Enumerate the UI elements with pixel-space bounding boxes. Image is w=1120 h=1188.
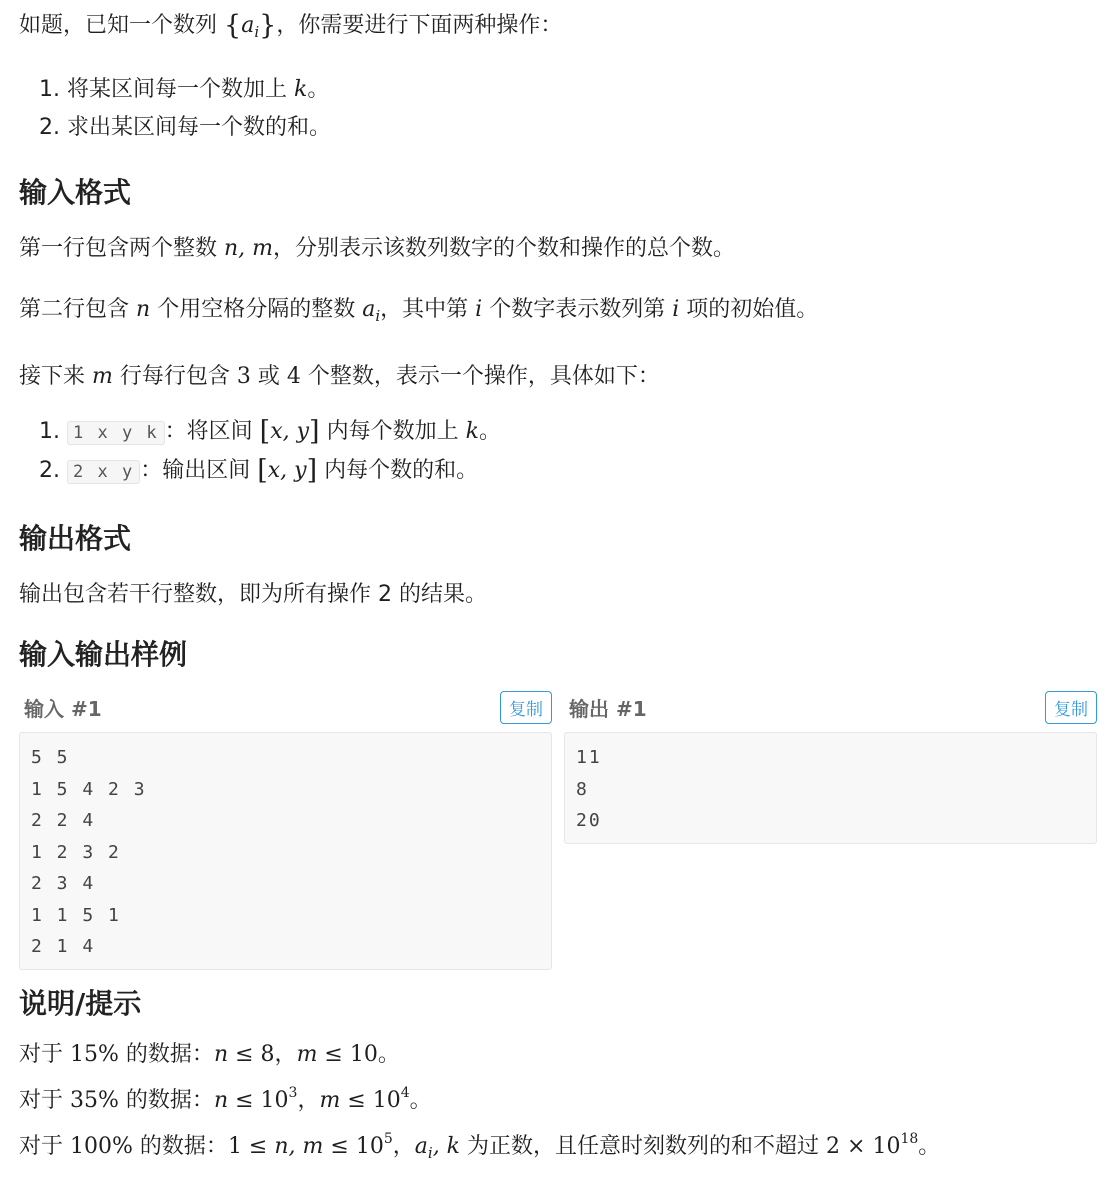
sample-output	[564, 689, 1097, 970]
math-constraint: m ≤ 10	[296, 1041, 378, 1067]
operation-item-1	[39, 71, 1101, 109]
text: 接下来	[19, 364, 86, 389]
math-constraint: $n \le 10^3$	[213, 1084, 298, 1113]
math-vars-nm: n, m	[224, 236, 274, 261]
copy-output-button[interactable]: 复制	[1045, 691, 1097, 724]
text: 个用空格分隔的整数	[157, 297, 356, 322]
text: 对于	[19, 1041, 64, 1067]
math-percent: 15%	[70, 1041, 119, 1067]
math-brace-open: {	[224, 10, 242, 41]
math-constraint: n ≤ 8	[213, 1041, 275, 1067]
text: 的数据：	[125, 1041, 214, 1067]
intro-suffix: ，你需要进行下面两种操作：	[276, 13, 563, 38]
input-line-2	[19, 292, 1101, 334]
punct: 。	[478, 419, 501, 444]
math-num: 4	[286, 364, 301, 389]
math-var-m: m	[92, 364, 113, 389]
text: 为正数，且任意时刻数列的和不超过	[467, 1133, 820, 1159]
sample-header	[19, 689, 552, 725]
text: ：将区间	[164, 419, 253, 444]
math-percent: 35%	[70, 1087, 119, 1113]
sample-output-code[interactable]	[564, 732, 1097, 844]
text: 个整数，表示一个操作，具体如下：	[307, 364, 660, 389]
text: 行每行包含	[119, 364, 230, 389]
list-number: 1.	[39, 419, 60, 444]
command-list	[19, 413, 1101, 491]
code-line: 8	[576, 778, 589, 800]
math-bound: $2 \times 10^{18}$	[826, 1130, 919, 1159]
section-title-samples: 输入输出样例	[19, 638, 188, 671]
text: 的数据：	[139, 1133, 228, 1159]
section-title-input-format: 输入格式	[19, 176, 132, 209]
math-ai: $a_i$	[362, 297, 381, 325]
code-line: 1 2 3 2	[31, 841, 121, 863]
math-bracket: [	[257, 455, 268, 486]
math-ai: $a_i$	[241, 13, 260, 41]
input-line-3	[19, 359, 1101, 395]
code-line: 1 1 5 1	[31, 904, 121, 926]
math-brace-close: }	[259, 10, 277, 41]
section-title-output-format: 输出格式	[19, 522, 132, 555]
math-bracket: ]	[306, 455, 318, 486]
text: 内每个数的和。	[324, 458, 479, 483]
input-line-1	[19, 231, 1101, 267]
code-line: 5 5	[31, 747, 70, 768]
copy-input-button[interactable]: 复制	[500, 691, 552, 724]
text: 个数字表示数列第	[489, 297, 666, 322]
hint-line-3: 对于 100% 的数据：1 ≤ n, $m \le 10^5$，$a_i$, k 为正数，且任意时刻数列的和不超过 $2 \times 10^{18}$。	[19, 1130, 941, 1162]
sample-input-label: 输入 #1	[24, 696, 102, 721]
text: 第一行包含两个整数	[19, 236, 218, 261]
math-var-k: k	[294, 77, 308, 102]
math-range-xy: x, y	[267, 458, 307, 483]
command-item-2	[39, 452, 1101, 491]
list-number: 1.	[39, 77, 60, 102]
math-constraint: $m \le 10^4$	[319, 1084, 410, 1113]
hint-block	[19, 1036, 1101, 1172]
text: 的数据：	[125, 1087, 214, 1113]
samples-row	[19, 689, 1101, 970]
math-var-k: k	[465, 419, 479, 444]
math-bracket: ]	[309, 416, 320, 447]
math-ai-k: $a_i$, k	[414, 1133, 461, 1162]
math-var-n: n	[136, 297, 151, 322]
code-line: 2 2 4	[31, 810, 96, 831]
inline-code: 1 x y k	[67, 421, 165, 445]
command-item-1	[39, 413, 1101, 452]
sample-input	[19, 689, 552, 970]
code-line: 20	[576, 810, 602, 831]
code-line: 11	[576, 747, 602, 768]
section-title-hint: 说明/提示	[19, 986, 142, 1020]
hint-line-1: 对于 15% 的数据：n ≤ 8，m ≤ 10。	[19, 1041, 400, 1067]
math-var-i: i	[475, 297, 483, 322]
math-num: 3	[236, 364, 251, 389]
text: 对于	[19, 1087, 64, 1113]
operation-text: 将某区间每一个数加上	[67, 77, 288, 102]
code-line: 2 1 4	[31, 936, 96, 957]
list-number: 2.	[39, 458, 60, 483]
text: 对于	[19, 1133, 64, 1159]
output-format-text: 输出包含若干行整数，即为所有操作 2 的结果。	[19, 582, 487, 607]
math-range-xy: x, y	[270, 419, 310, 444]
code-line: 1 5 4 2 3	[31, 778, 147, 800]
hint-line-2: 对于 35% 的数据：$n \le 10^3$，$m \le 10^4$。	[19, 1084, 432, 1113]
text: 项的初始值。	[686, 297, 819, 322]
text: 内每个数加上	[326, 419, 459, 444]
math-bracket: [	[259, 416, 271, 447]
operation-item-2	[39, 109, 1101, 147]
math-constraint: 1 ≤ n, $m \le 10^5$	[227, 1130, 393, 1159]
sample-header	[564, 689, 1097, 725]
sample-input-code[interactable]	[19, 732, 552, 970]
punct: 。	[307, 77, 330, 102]
text: ，分别表示该数列数字的个数和操作的总个数。	[273, 236, 736, 261]
text: ，其中第	[380, 297, 469, 322]
list-number: 2.	[39, 115, 60, 140]
sample-output-label: 输出 #1	[569, 696, 647, 721]
math-percent: 100%	[70, 1133, 133, 1159]
math-var-i: i	[672, 297, 680, 322]
text: ：输出区间	[140, 458, 251, 483]
text: 第二行包含	[19, 297, 130, 322]
operation-list	[19, 71, 1101, 147]
text: 或	[257, 364, 280, 389]
inline-code: 2 x y	[67, 460, 140, 484]
intro-prefix: 如题，已知一个数列	[19, 13, 218, 38]
intro-line	[19, 8, 1101, 50]
operation-text: 求出某区间每一个数的和。	[67, 115, 332, 140]
code-line: 2 3 4	[31, 873, 96, 894]
